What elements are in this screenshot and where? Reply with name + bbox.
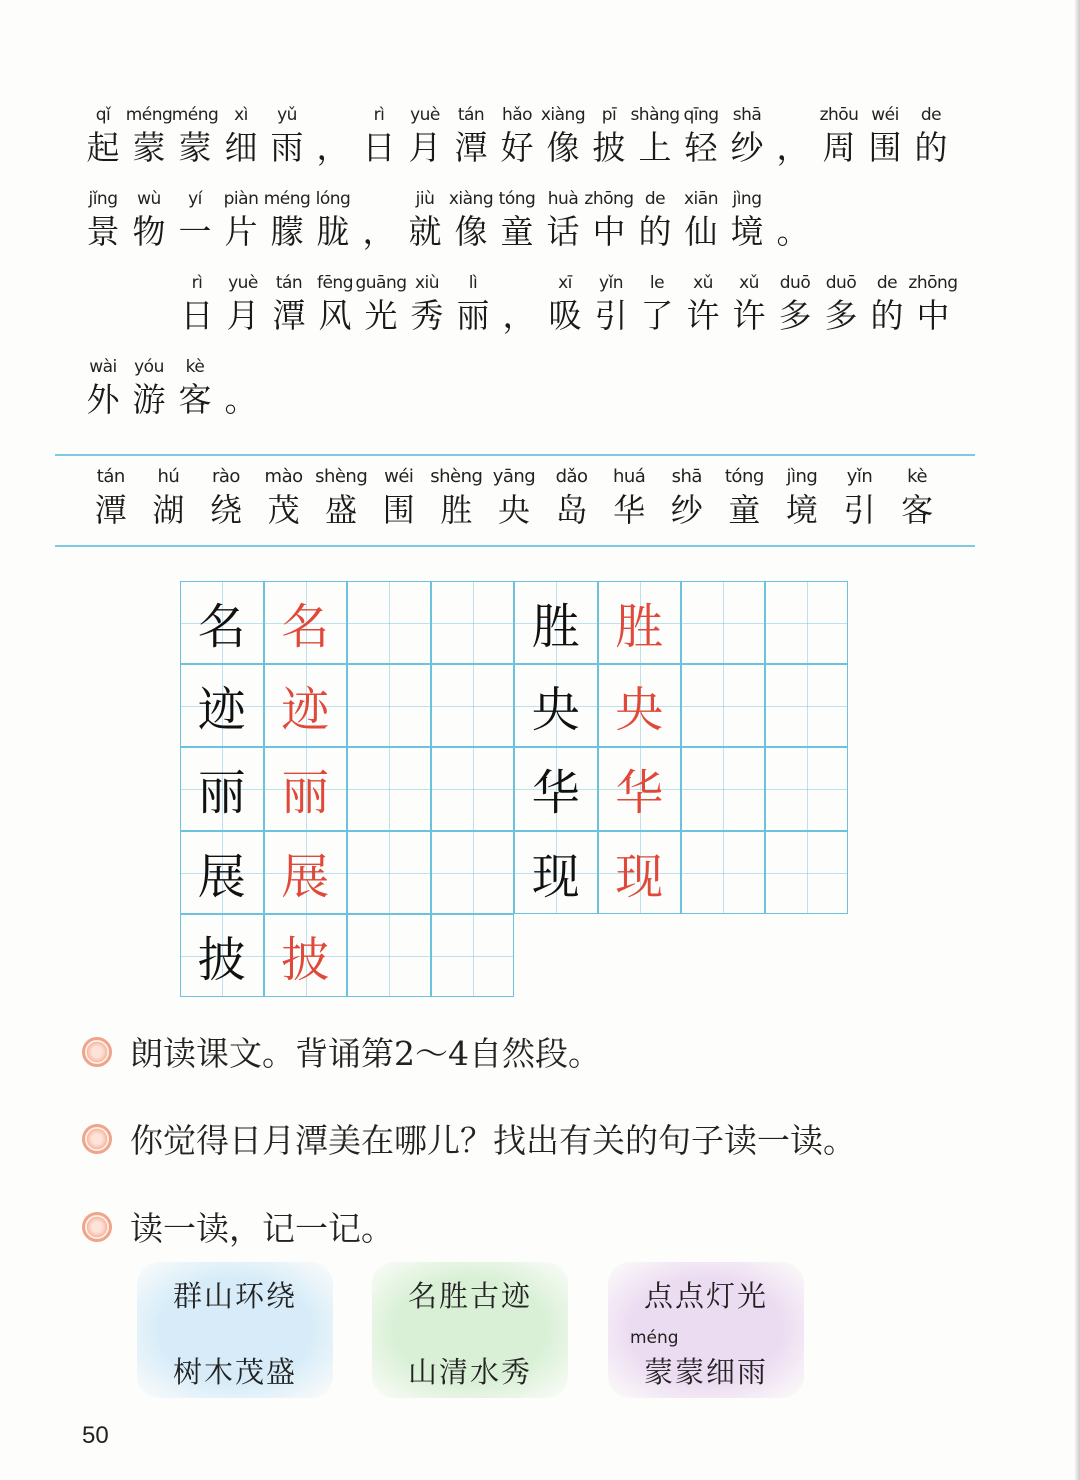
pinyin: zhōu (819, 105, 859, 125)
ruby-char (586, 104, 632, 170)
ruby-char (908, 104, 954, 170)
pinyin: méng (125, 105, 173, 125)
pinyin: guāng (355, 273, 407, 293)
new-character (600, 466, 658, 532)
pinyin-annotation: méng (630, 1328, 679, 1348)
ruby-char (126, 188, 172, 254)
phrase-card-3 (608, 1262, 804, 1398)
ruby-char (540, 104, 586, 170)
hanzi: 多 (824, 296, 858, 335)
ruby-char (450, 272, 496, 338)
ruby-char (218, 356, 264, 422)
hanzi: 许 (732, 296, 766, 335)
model-character: 华 (514, 747, 598, 830)
ruby-char (266, 272, 312, 338)
pinyin: yuè (228, 273, 258, 293)
phrase: 群山环绕 (172, 1279, 297, 1313)
pinyin: dǎo (555, 466, 588, 487)
hanzi: 细 (224, 128, 258, 167)
pinyin: wù (137, 189, 161, 209)
page-number: 50 (82, 1422, 109, 1449)
hanzi: 了 (640, 296, 674, 335)
pinyin: xiàng (540, 105, 586, 125)
pinyin: xì (234, 105, 248, 125)
ruby-char (448, 104, 494, 170)
ruby-char (218, 188, 264, 254)
ruby-char (172, 188, 218, 254)
passage-line (174, 272, 956, 338)
hanzi: 光 (364, 296, 398, 335)
hanzi: 潭 (454, 128, 488, 167)
hanzi: 的 (914, 128, 948, 167)
hanzi: 一 (178, 212, 212, 251)
new-character (370, 466, 428, 532)
hanzi: 引 (594, 296, 628, 335)
phrase: 点点灯光 (643, 1279, 768, 1313)
ruby-char (310, 188, 356, 254)
ruby-char (586, 188, 632, 254)
hanzi: 风 (318, 296, 352, 335)
hanzi: 许 (686, 296, 720, 335)
trace-character: 丽 (264, 747, 348, 830)
ruby-char (632, 104, 678, 170)
empty-practice-cell (431, 664, 515, 747)
pinyin: jǐng (88, 189, 118, 209)
ruby-char (678, 188, 724, 254)
hanzi: 茂 (267, 491, 300, 529)
pinyin: qǐ (95, 105, 111, 125)
hanzi: 引 (843, 491, 876, 529)
new-character (888, 466, 946, 532)
hanzi: 绕 (209, 491, 242, 529)
ruby-char (862, 104, 908, 170)
pinyin: wéi (871, 105, 899, 125)
hanzi: 月 (408, 128, 442, 167)
ruby-char (494, 188, 540, 254)
task-3-text: 读一读，记一记。 (130, 1209, 394, 1248)
hanzi: 上 (638, 128, 672, 167)
pinyin: tán (96, 466, 125, 487)
pinyin: shèng (430, 466, 483, 487)
ruby-char (772, 272, 818, 338)
ruby-char (770, 104, 816, 170)
pinyin: piàn (223, 189, 259, 209)
hanzi: 境 (785, 491, 818, 529)
pinyin: xiù (414, 273, 440, 293)
hanzi: 华 (613, 491, 646, 529)
passage-line (80, 356, 264, 422)
phrase: 蒙蒙细雨 (643, 1355, 768, 1389)
pinyin: yí (188, 189, 202, 209)
pinyin: duō (825, 273, 857, 293)
pinyin: kè (907, 466, 928, 487)
new-character (140, 466, 198, 532)
model-character: 现 (514, 831, 598, 914)
writing-practice-grid (180, 581, 848, 997)
empty-practice-cell (347, 831, 431, 914)
empty-practice-cell (765, 831, 849, 914)
ruby-char (80, 104, 126, 170)
hanzi: 披 (592, 128, 626, 167)
pinyin: fēng (316, 273, 353, 293)
ruby-char (632, 188, 678, 254)
pinyin: shèng (315, 466, 368, 487)
pinyin: yǐn (846, 466, 873, 487)
hanzi: 月 (226, 296, 260, 335)
model-character: 胜 (514, 581, 598, 664)
ruby-char (588, 272, 634, 338)
ruby-char (172, 104, 218, 170)
hanzi: 客 (901, 491, 934, 529)
pinyin: yǔ (277, 105, 297, 125)
model-character: 迹 (180, 664, 264, 747)
hanzi: 中 (916, 296, 950, 335)
page-edge-shadow (1074, 0, 1080, 1480)
hanzi: 。 (224, 380, 258, 419)
hanzi: 外 (86, 380, 120, 419)
ruby-char (726, 272, 772, 338)
new-character (485, 466, 543, 532)
flower-bullet-icon (82, 1212, 112, 1242)
trace-character: 迹 (264, 664, 348, 747)
new-character (773, 466, 831, 532)
pinyin: pī (601, 105, 617, 125)
ruby-char (356, 188, 402, 254)
ruby-char (540, 188, 586, 254)
pinyin: jìng (786, 466, 818, 487)
pinyin: shàng (630, 105, 680, 125)
hanzi: 潭 (272, 296, 306, 335)
task-2 (82, 1115, 856, 1162)
hanzi: 围 (868, 128, 902, 167)
ruby-char (448, 188, 494, 254)
ruby-char (355, 272, 407, 338)
hanzi: 围 (382, 491, 415, 529)
ruby-char (634, 272, 680, 338)
empty-practice-cell (765, 581, 849, 664)
empty-practice-cell (431, 831, 515, 914)
ruby-char (312, 272, 358, 338)
pinyin: rì (191, 273, 203, 293)
ruby-char (816, 104, 862, 170)
pinyin: tóng (498, 189, 536, 209)
pinyin: jiù (415, 189, 435, 209)
empty-practice-cell (347, 747, 431, 830)
empty-practice-cell (347, 581, 431, 664)
pinyin: shā (732, 105, 762, 125)
trace-character: 胜 (598, 581, 682, 664)
ruby-char (402, 188, 448, 254)
hanzi: 就 (408, 212, 442, 251)
ruby-char (680, 272, 726, 338)
pinyin: le (649, 273, 665, 293)
ruby-char (724, 104, 770, 170)
empty-practice-cell (347, 664, 431, 747)
ruby-char (356, 104, 402, 170)
pinyin: rì (373, 105, 385, 125)
ruby-char (818, 272, 864, 338)
hanzi: ， (776, 128, 810, 167)
pinyin: xī (558, 273, 572, 293)
pinyin: méng (171, 105, 219, 125)
pinyin: zhōng (908, 273, 958, 293)
empty-practice-cell (765, 664, 849, 747)
pinyin: hǎo (501, 105, 533, 125)
empty-practice-cell (347, 914, 431, 997)
hanzi: 片 (224, 212, 258, 251)
model-character: 披 (180, 914, 264, 997)
ruby-char (910, 272, 956, 338)
hanzi: 盛 (325, 491, 358, 529)
new-character (197, 466, 255, 532)
pinyin: tán (275, 273, 303, 293)
passage-line (80, 188, 816, 254)
new-character (658, 466, 716, 532)
ruby-char (678, 104, 724, 170)
hanzi: 物 (132, 212, 166, 251)
new-character (428, 466, 486, 532)
divider-bottom (55, 545, 975, 547)
hanzi: 客 (178, 380, 212, 419)
empty-practice-cell (765, 747, 849, 830)
pinyin: hú (157, 466, 180, 487)
ruby-char (496, 272, 542, 338)
hanzi: 的 (638, 212, 672, 251)
trace-character: 央 (598, 664, 682, 747)
flower-bullet-icon (82, 1124, 112, 1154)
hanzi: 境 (730, 212, 764, 251)
pinyin: duō (779, 273, 811, 293)
pinyin: de (644, 189, 666, 209)
ruby-char (770, 188, 816, 254)
hanzi: 像 (454, 212, 488, 251)
phrase: 名胜古迹 (407, 1279, 532, 1313)
pinyin: méng (263, 189, 311, 209)
ruby-char (494, 104, 540, 170)
phrase-card-2 (372, 1262, 568, 1398)
phrase: 山清水秀 (407, 1355, 532, 1389)
pinyin: tán (457, 105, 485, 125)
pinyin: shā (671, 466, 702, 487)
model-character: 名 (180, 581, 264, 664)
new-character (831, 466, 889, 532)
ruby-char (126, 356, 172, 422)
ruby-char (126, 104, 172, 170)
pinyin: wài (89, 357, 117, 377)
pinyin: tóng (724, 466, 764, 487)
hanzi: 日 (180, 296, 214, 335)
hanzi: 潭 (94, 491, 127, 529)
pinyin: yuè (410, 105, 440, 125)
phrase-card-1 (137, 1262, 333, 1398)
hanzi: 纱 (730, 128, 764, 167)
pinyin: lóng (315, 189, 351, 209)
trace-character: 名 (264, 581, 348, 664)
new-character (82, 466, 140, 532)
ruby-char (220, 272, 266, 338)
ruby-char (172, 356, 218, 422)
ruby-char (404, 272, 450, 338)
pinyin: yāng (492, 466, 536, 487)
hanzi: 童 (728, 491, 761, 529)
pinyin: xǔ (739, 273, 759, 293)
hanzi: 。 (776, 212, 810, 251)
hanzi: 吸 (548, 296, 582, 335)
hanzi: 轻 (684, 128, 718, 167)
hanzi: 秀 (410, 296, 444, 335)
pinyin: wéi (384, 466, 414, 487)
pinyin: zhōng (584, 189, 634, 209)
pinyin: xǔ (693, 273, 713, 293)
empty-practice-cell (681, 747, 765, 830)
ruby-char (264, 104, 310, 170)
empty-practice-cell (681, 581, 765, 664)
new-character (543, 466, 601, 532)
pinyin: yǐn (598, 273, 624, 293)
hanzi: 话 (546, 212, 580, 251)
hanzi: ， (316, 128, 350, 167)
hanzi: 多 (778, 296, 812, 335)
pinyin: huà (547, 189, 579, 209)
task-2-text: 你觉得日月潭美在哪儿？找出有关的句子读一读。 (130, 1121, 856, 1160)
passage-line (80, 104, 954, 170)
empty-practice-cell (681, 831, 765, 914)
ruby-char (310, 104, 356, 170)
empty-practice-cell (431, 914, 515, 997)
pinyin: rào (212, 466, 240, 487)
hanzi: 日 (362, 128, 396, 167)
task-1 (82, 1028, 601, 1075)
pinyin: kè (185, 357, 205, 377)
model-character: 央 (514, 664, 598, 747)
trace-character: 华 (598, 747, 682, 830)
pinyin: xiān (684, 189, 718, 209)
ruby-char (542, 272, 588, 338)
hanzi: 好 (500, 128, 534, 167)
hanzi: 岛 (555, 491, 588, 529)
task-3 (82, 1203, 394, 1250)
trace-character: 展 (264, 831, 348, 914)
pinyin: yóu (134, 357, 164, 377)
ruby-char (264, 188, 310, 254)
hanzi: 仙 (684, 212, 718, 251)
ruby-char (80, 356, 126, 422)
pinyin: lì (468, 273, 478, 293)
ruby-char (402, 104, 448, 170)
flower-bullet-icon (82, 1037, 112, 1067)
task-1-text: 朗读课文。背诵第2～4自然段。 (130, 1034, 601, 1073)
empty-practice-cell (681, 664, 765, 747)
hanzi: 蒙 (132, 128, 166, 167)
hanzi: 中 (592, 212, 626, 251)
pinyin: mào (264, 466, 303, 487)
hanzi: 央 (497, 491, 530, 529)
hanzi: 起 (86, 128, 120, 167)
hanzi: 周 (822, 128, 856, 167)
ruby-char (864, 272, 910, 338)
new-character (716, 466, 774, 532)
new-characters-row (82, 466, 946, 532)
pinyin: de (876, 273, 898, 293)
pinyin: huá (612, 466, 646, 487)
hanzi: 胧 (316, 212, 350, 251)
pinyin: jìng (732, 189, 762, 209)
pinyin: qīng (683, 105, 719, 125)
pinyin: xiàng (448, 189, 494, 209)
model-character: 展 (180, 831, 264, 914)
hanzi: 游 (132, 380, 166, 419)
hanzi: 丽 (456, 296, 490, 335)
hanzi: 蒙 (178, 128, 212, 167)
new-character (312, 466, 370, 532)
hanzi: ， (502, 296, 536, 335)
hanzi: 的 (870, 296, 904, 335)
trace-character: 披 (264, 914, 348, 997)
new-character (255, 466, 313, 532)
empty-practice-cell (431, 747, 515, 830)
hanzi: 童 (500, 212, 534, 251)
divider-top (55, 454, 975, 456)
ruby-char (80, 188, 126, 254)
ruby-char (218, 104, 264, 170)
empty-practice-cell (431, 581, 515, 664)
hanzi: 湖 (152, 491, 185, 529)
phrase: 树木茂盛 (172, 1355, 297, 1389)
hanzi: 雨 (270, 128, 304, 167)
hanzi: ， (362, 212, 396, 251)
hanzi: 像 (546, 128, 580, 167)
pinyin: de (920, 105, 942, 125)
hanzi: 景 (86, 212, 120, 251)
model-character: 丽 (180, 747, 264, 830)
hanzi: 纱 (670, 491, 703, 529)
ruby-char (724, 188, 770, 254)
trace-character: 现 (598, 831, 682, 914)
ruby-char (174, 272, 220, 338)
hanzi: 胜 (440, 491, 473, 529)
hanzi: 朦 (270, 212, 304, 251)
